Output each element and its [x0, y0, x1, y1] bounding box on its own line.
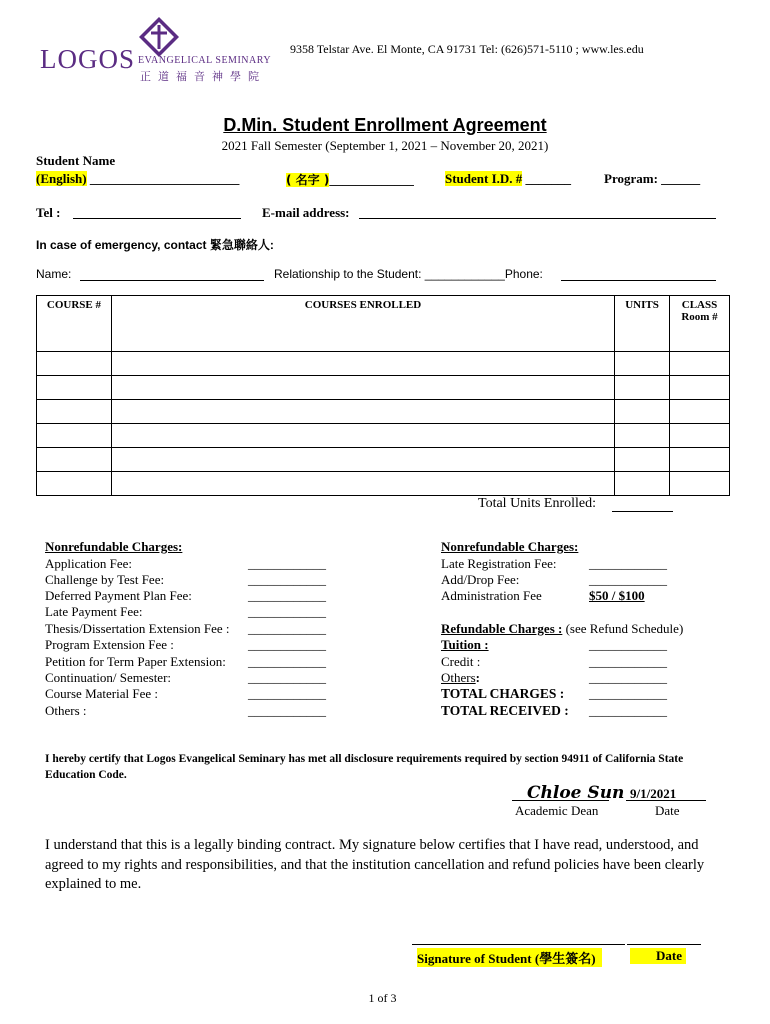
administration-fee-value: $50 / $100: [589, 588, 645, 603]
total-received-field[interactable]: ____________: [589, 703, 667, 718]
student-id-row: [445, 171, 571, 187]
program-label: Program:: [604, 171, 658, 186]
student-date-field[interactable]: [627, 944, 701, 945]
emergency-relationship-label: Relationship to the Student: ____________Phone:: [274, 267, 543, 281]
units-cell[interactable]: [615, 472, 670, 496]
late-payment-fee-field[interactable]: ____________: [248, 604, 326, 619]
petition-extension-field[interactable]: ____________: [248, 654, 326, 669]
student-signature-field[interactable]: [412, 944, 625, 945]
student-id-label: Student I.D. #: [445, 171, 523, 186]
room-cell[interactable]: [670, 376, 730, 400]
challenge-test-fee-label: Challenge by Test Fee:: [45, 572, 165, 587]
units-cell[interactable]: [615, 352, 670, 376]
total-units-label: Total Units Enrolled:: [478, 496, 597, 511]
refundable-heading-row: [441, 621, 683, 637]
add-drop-fee-field[interactable]: ____________: [589, 572, 667, 587]
tuition-label: Tuition :: [441, 637, 489, 652]
course-number-cell[interactable]: [37, 472, 112, 496]
application-fee-field[interactable]: ____________: [248, 556, 326, 571]
add-drop-fee-label: Add/Drop Fee:: [441, 572, 520, 587]
late-registration-fee-label: Late Registration Fee:: [441, 556, 557, 571]
program-extension-fee-field[interactable]: ____________: [248, 637, 326, 652]
class-room-header-label: CLASS Room #: [681, 299, 718, 323]
thesis-extension-fee-label: Thesis/Dissertation Extension Fee :: [45, 621, 230, 636]
tel-field[interactable]: [73, 218, 241, 219]
student-name-label: Student Name: [36, 153, 116, 168]
table-row: [37, 400, 730, 424]
course-name-cell[interactable]: [111, 376, 614, 400]
courses-table: [36, 295, 730, 496]
others-refundable-field[interactable]: ____________: [589, 670, 667, 685]
refundable-note: (see Refund Schedule): [565, 621, 684, 636]
logo-subtitle: EVANGELICAL SEMINARY: [138, 55, 272, 66]
student-name-row: [36, 171, 239, 187]
continuation-semester-label: Continuation/ Semester:: [45, 670, 172, 685]
total-received-label: TOTAL RECEIVED :: [441, 703, 569, 718]
email-label: E-mail address:: [262, 205, 350, 220]
table-row: [37, 472, 730, 496]
agreement-paragraph: I understand that this is a legally binding contract. My signature below certifies that I have read, understood, and agreed to my rights and responsibilities, and that the institution cancellation and refund policies have been clearly explained to me.: [45, 837, 705, 892]
nonrefundable-heading-left: Nonrefundable Charges:: [45, 539, 183, 554]
units-cell[interactable]: [615, 448, 670, 472]
continuation-semester-field[interactable]: ____________: [248, 670, 326, 685]
program-field[interactable]: ______: [661, 171, 701, 186]
room-cell[interactable]: [670, 352, 730, 376]
course-material-fee-field[interactable]: ____________: [248, 686, 326, 701]
nonrefundable-heading-right: Nonrefundable Charges:: [441, 539, 579, 554]
others-refundable-label: Others: [441, 670, 476, 685]
certification-statement: I hereby certify that Logos Evangelical Seminary has met all disclosure requirements required by section 94911 of California State Education Code.: [45, 753, 684, 781]
total-units-field[interactable]: [612, 511, 673, 512]
course-name-cell[interactable]: [111, 424, 614, 448]
others-refundable-row: [441, 670, 480, 686]
course-name-cell[interactable]: [111, 448, 614, 472]
course-number-cell[interactable]: [37, 352, 112, 376]
course-name-cell[interactable]: [111, 352, 614, 376]
challenge-test-fee-field[interactable]: ____________: [248, 572, 326, 587]
thesis-extension-fee-field[interactable]: ____________: [248, 621, 326, 636]
email-field[interactable]: [359, 218, 716, 219]
emergency-phone-field[interactable]: [561, 280, 716, 281]
room-cell[interactable]: [670, 472, 730, 496]
chinese-name-field[interactable]: _____________: [329, 172, 414, 187]
room-cell[interactable]: [670, 400, 730, 424]
petition-extension-label: Petition for Term Paper Extension:: [45, 654, 226, 669]
table-row: [37, 376, 730, 400]
student-id-field[interactable]: _______: [525, 171, 572, 186]
course-number-header: COURSE #: [37, 296, 112, 352]
english-name-field[interactable]: _______________________: [89, 171, 240, 186]
others-fee-field[interactable]: ____________: [248, 703, 326, 718]
dean-date-label: Date: [655, 803, 680, 818]
seminary-logo-icon: [138, 16, 180, 58]
credit-field[interactable]: ____________: [589, 654, 667, 669]
logo-wordmark: LOGOS: [40, 44, 136, 74]
dean-title: Academic Dean: [515, 803, 599, 818]
courses-table-header: [37, 296, 730, 352]
english-name-label: (English): [36, 171, 87, 186]
dean-signature-line: [512, 800, 609, 801]
total-charges-label: TOTAL CHARGES :: [441, 686, 565, 701]
administration-fee-label: Administration Fee: [441, 588, 542, 603]
application-fee-label: Application Fee:: [45, 556, 133, 571]
emergency-name-field[interactable]: [80, 280, 264, 281]
course-material-fee-label: Course Material Fee :: [45, 686, 158, 701]
chinese-name-row: [286, 171, 414, 188]
program-extension-fee-label: Program Extension Fee :: [45, 637, 174, 652]
units-cell[interactable]: [615, 424, 670, 448]
course-number-cell[interactable]: [37, 424, 112, 448]
units-header: UNITS: [615, 296, 670, 352]
room-cell[interactable]: [670, 448, 730, 472]
late-registration-fee-field[interactable]: ____________: [589, 556, 667, 571]
table-row: [37, 424, 730, 448]
emergency-name-label: Name:: [36, 267, 72, 281]
chinese-name-label: ( 名字 ): [286, 173, 330, 187]
course-name-cell[interactable]: [111, 472, 614, 496]
units-cell[interactable]: [615, 376, 670, 400]
dean-date-value: 9/1/2021: [630, 786, 677, 801]
student-signature-label: Signature of Student (學生簽名): [417, 948, 602, 967]
course-number-cell[interactable]: [37, 448, 112, 472]
late-payment-fee-label: Late Payment Fee:: [45, 604, 143, 619]
refundable-heading: Refundable Charges :: [441, 621, 563, 636]
course-number-cell[interactable]: [37, 400, 112, 424]
class-room-header: [670, 296, 730, 352]
tuition-field[interactable]: ____________: [589, 637, 667, 652]
courses-enrolled-header: COURSES ENROLLED: [111, 296, 614, 352]
dean-date-line: [626, 800, 706, 801]
header-address: 9358 Telstar Ave. El Monte, CA 91731 Tel: (626)571-5110 ; www.les.edu: [290, 42, 644, 56]
total-charges-field[interactable]: ____________: [589, 686, 667, 701]
student-date-label: Date: [630, 948, 686, 964]
dean-signature: Chloe Sun: [527, 783, 625, 803]
page-number: 1 of 3: [368, 991, 397, 1005]
others-refundable-colon: :: [475, 670, 481, 685]
course-number-cell[interactable]: [37, 376, 112, 400]
emergency-heading: In case of emergency, contact 緊急聯絡人:: [36, 238, 274, 252]
document-subtitle: 2021 Fall Semester (September 1, 2021 – November 20, 2021): [221, 138, 549, 153]
room-cell[interactable]: [670, 424, 730, 448]
logo-chinese-name: 正道福音神學院: [140, 70, 266, 83]
table-row: [37, 352, 730, 376]
program-row: [604, 171, 700, 187]
deferred-payment-fee-label: Deferred Payment Plan Fee:: [45, 588, 192, 603]
credit-label: Credit :: [441, 654, 481, 669]
table-row: [37, 448, 730, 472]
tel-label: Tel :: [36, 205, 61, 220]
others-fee-label: Others :: [45, 703, 87, 718]
document-title: D.Min. Student Enrollment Agreement: [223, 115, 547, 135]
deferred-payment-fee-field[interactable]: ____________: [248, 588, 326, 603]
units-cell[interactable]: [615, 400, 670, 424]
course-name-cell[interactable]: [111, 400, 614, 424]
